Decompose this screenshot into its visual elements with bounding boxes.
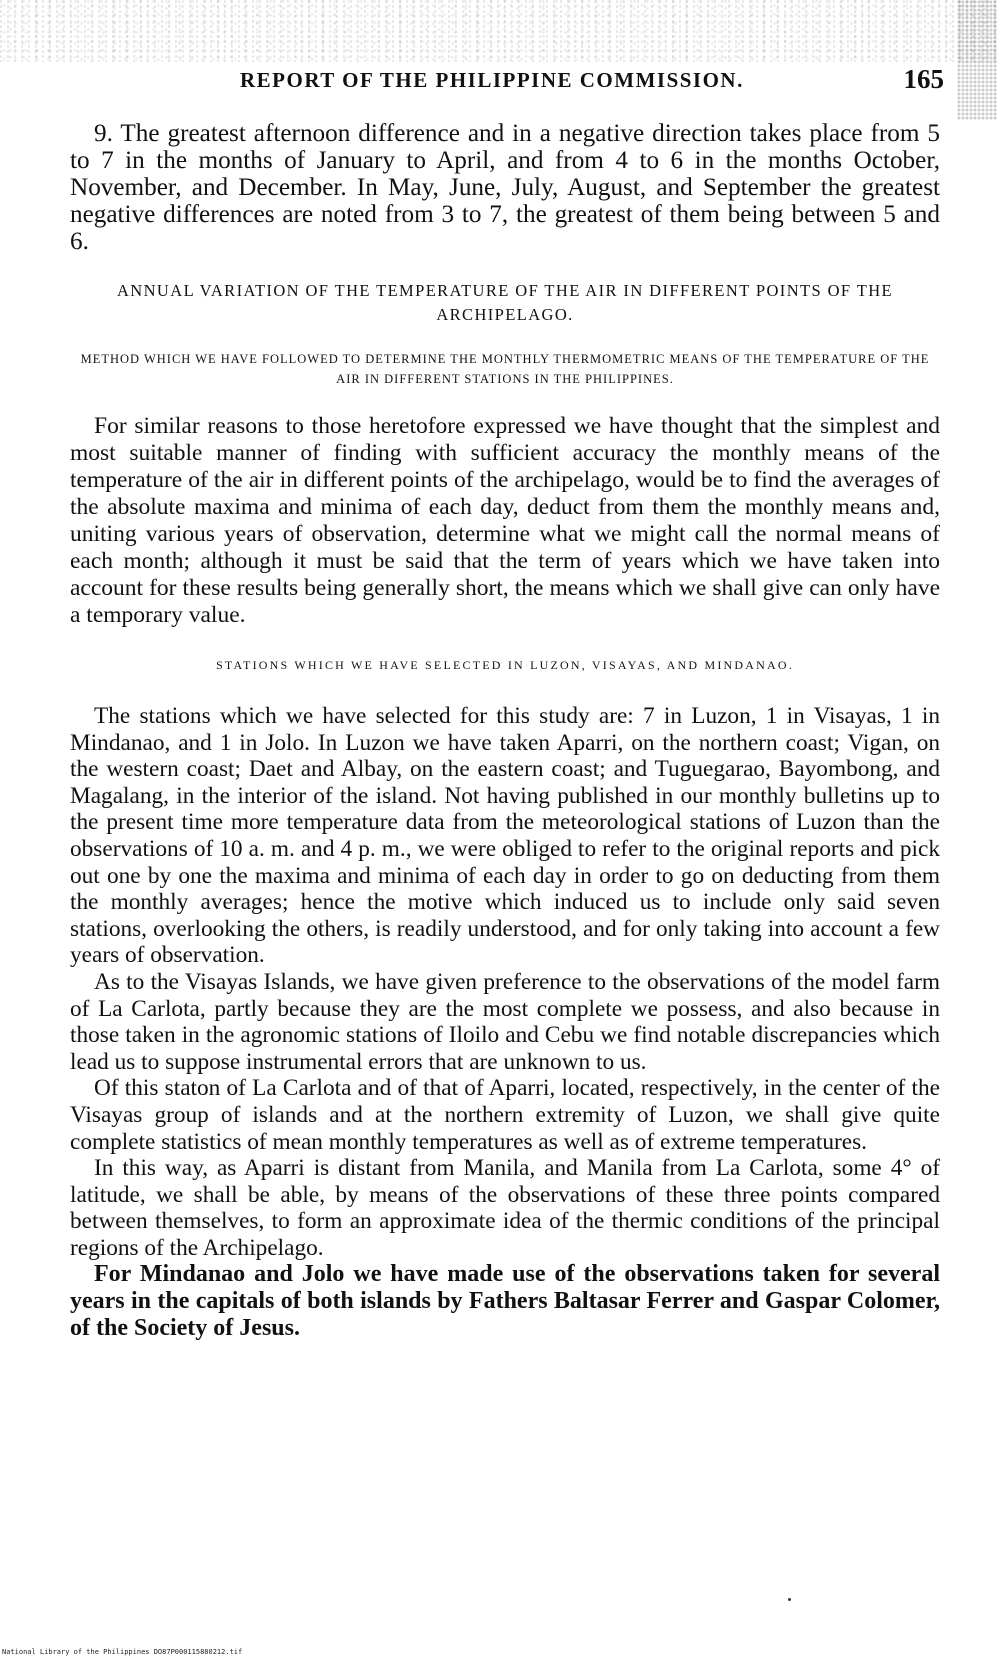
document-page [70,60,944,1342]
stations-paragraph: The stations which we have selected for this study are: 7 in Luzon, 1 in Visayas, 1 in Mindanao, and 1 in Jolo. In Luzon we have taken Aparri, on the northern coast; Vigan, on the western coast; Daet and Albay, on the eastern coast; and Tuguegarao, Bayombong, and Magalang, in the interior of the island. Not having published in our monthly bulletins up to the present time more temperature data from the meteorological stations of Luzon than the observations of 10 a. m. and 4 p. m., we were obliged to refer to the original reports and pick out one by one the maxima and minima of each day in order to go on deducting from them the monthly averages; hence the motive which induced us to include only said seven stations, overlooking the others, is readily understood, and for only taking into account a few years of observation. [70,703,940,969]
running-header [70,60,944,100]
section-heading: ANNUAL VARIATION OF THE TEMPERATURE OF THE AIR IN DIFFERENT POINTS OF THE ARCHIPELAGO. [116,281,893,324]
visayas-paragraph: As to the Visayas Islands, we have given preference to the observations of the model farm of La Carlota, partly because they are the most complete we possess, and also because in those taken in the agronomic stations of Iloilo and Cebu we find notable discrepancies which lead us to suppose instrumental errors that are unknown to us. [70,968,940,1075]
paragraph-9: 9. The greatest afternoon difference and in a negative direction takes place from 5 to 7 in the months of January to April, and from 4 to 6 in the months October, November, and December. In May, June, July, August, and September the greatest negative differences are noted from 3 to 7, the greatest of them being between 5 and 6. [70,120,940,255]
latitude-paragraph: In this way, as Aparri is distant from Manila, and Manila from La Carlota, some 4° of latitude, we shall be able, by means of the observations of these three points compared between themselves, to form an approximate idea of the thermic conditions of the principal regions of the Archipelago. [70,1155,940,1261]
la-carlota-paragraph: Of this staton of La Carlota and of that of Aparri, located, respectively, in the center of the Visayas group of islands and at the northern extremity of Luzon, we shall give quite complete statistics of mean monthly temperatures as well as of extreme temperatures. [70,1075,940,1155]
footer-caption: National Library of the Philippines DO87P000115880212.tif [2,1648,243,1656]
scan-noise-top [0,0,997,62]
scan-speck [788,1598,791,1601]
running-title: REPORT OF THE PHILIPPINE COMMISSION. [240,68,744,92]
mindanao-jolo-paragraph: For Mindanao and Jolo we have made use of the observations taken for several years in the capitals of both islands by Fathers Baltasar Ferrer and Gaspar Colomer, of the Society of Jesus. [70,1261,940,1342]
method-heading: METHOD WHICH WE HAVE FOLLOWED TO DETERMINE THE MONTHLY THERMOMETRIC MEANS OF THE TEMPERATURE OF THE AIR IN DIFFERENT STATIONS IN THE PHILIPPINES. [80,352,930,386]
scan-noise-corner [957,0,997,120]
page-number: 165 [903,64,944,94]
stations-heading: STATIONS WHICH WE HAVE SELECTED IN LUZON, VISAYAS, AND MINDANAO. [216,658,794,672]
method-paragraph: For similar reasons to those heretofore expressed we have thought that the simplest and most suitable manner of finding with sufficient accuracy the monthly means of the temperature of the air in different points of the archipelago, would be to find the averages of the absolute maxima and minima of each day, deduct from them the monthly means and, uniting various years of observation, determine what we might call the normal means of each month; although it must be said that the term of years which we have taken into account for these results being generally short, the means which we shall give can only have a temporary value. [70,413,940,628]
